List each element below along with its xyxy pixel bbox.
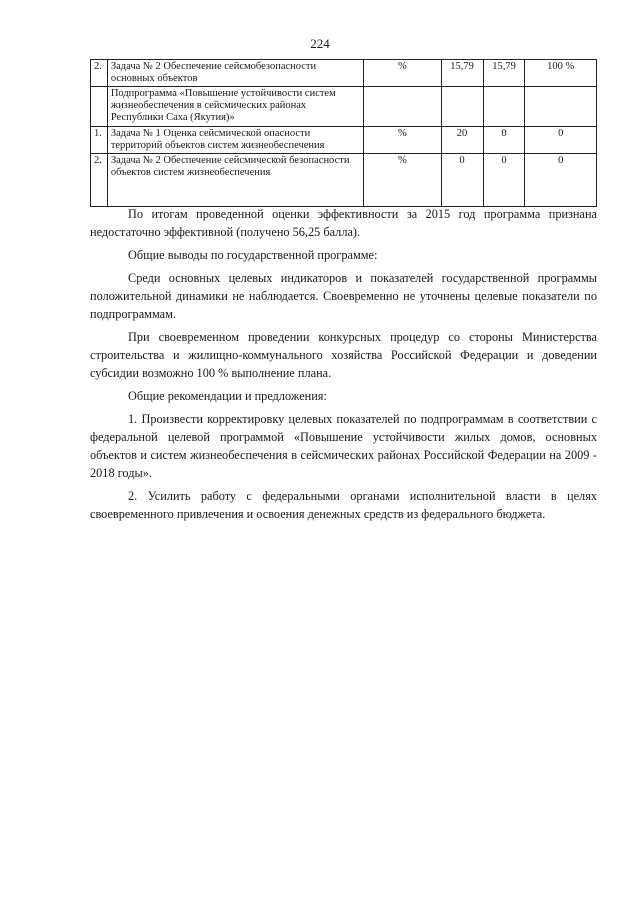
row-value-1: 20 [441,127,483,154]
page-number: 224 [310,36,330,51]
indicators-table [90,59,597,207]
row-unit: % [364,154,441,207]
row-value-3: 0 [525,127,597,154]
row-unit [364,87,441,127]
row-subprogram-name: Подпрограмма «Повышение устойчивости систем жизнеобеспечения в сейсмических районах Республики Саха (Якутия)» [107,87,363,127]
row-number: 2. [91,154,108,207]
paragraph-conclusion-procurement: При своевременном проведении конкурсных процедур со стороны Министерства строительства и жилищно-коммунального хозяйства Российской Федерации и доведении субсидии возможно 100 % выполнение плана. [90,330,597,380]
row-task-name: Задача № 1 Оценка сейсмической опасности территорий объектов систем жизнеобеспечения [107,127,363,154]
row-task-name: Задача № 2 Обеспечение сейсмической безопасности объектов систем жизнеобеспечения [107,154,363,207]
row-value-1 [441,87,483,127]
row-task-name: Задача № 2 Обеспечение сейсмобезопасности основных объектов [107,60,363,87]
table-row [91,60,597,87]
row-value-3 [525,87,597,127]
row-value-3: 0 [525,154,597,207]
row-unit: % [364,127,441,154]
row-value-2: 0 [483,154,525,207]
table-row [91,127,597,154]
row-unit: % [364,60,441,87]
row-value-2: 0 [483,127,525,154]
row-value-2: 15,79 [483,60,525,87]
paragraph-conclusions-heading: Общие выводы по государственной программе: [128,248,378,262]
paragraph-conclusion-indicators: Среди основных целевых индикаторов и показателей государственной программы положительной динамики не наблюдается. Своевременно не уточнены целевые показатели по подпрограммам. [90,271,597,321]
row-value-3: 100 % [525,60,597,87]
row-value-1: 15,79 [441,60,483,87]
body-text [90,205,597,528]
table-row [91,154,597,207]
paragraph-evaluation-result: По итогам проведенной оценки эффективности за 2015 год программа признана недостаточно эффективной (получено 56,25 балла). [90,207,597,239]
row-number [91,87,108,127]
paragraph-recommendation-2: 2. Усилить работу с федеральными органами исполнительной власти в целях своевременного привлечения и освоения денежных средств из федерального бюджета. [90,489,597,521]
paragraph-recommendations-heading: Общие рекомендации и предложения: [128,389,327,403]
row-number: 2. [91,60,108,87]
row-value-1: 0 [441,154,483,207]
table-row [91,87,597,127]
row-value-2 [483,87,525,127]
paragraph-recommendation-1: 1. Произвести корректировку целевых показателей по подпрограммам в соответствии с федеральной целевой программой «Повышение устойчивости жилых домов, основных объектов и систем жизнеобеспечения в сейсмических районах Российской Федерации на 2009 - 2018 годы». [90,412,597,480]
row-number: 1. [91,127,108,154]
